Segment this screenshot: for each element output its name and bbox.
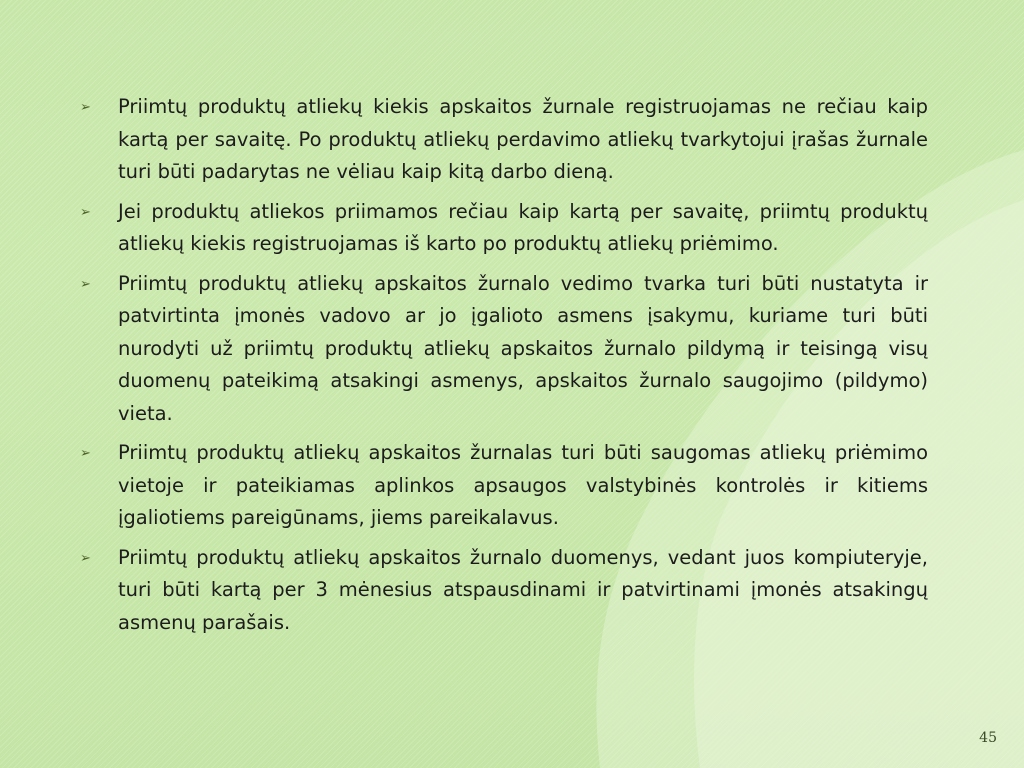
- bullet-text: Priimtų produktų atliekų apskaitos žurnalo duomenys, vedant juos kompiuteryje, turi būti kartą per 3 mėnesius atspausdinami ir patvirtinami įmonės atsakingų asmenų parašais.: [118, 545, 928, 634]
- arrow-bullet-icon: ➢: [80, 100, 91, 115]
- bullet-text: Priimtų produktų atliekų apskaitos žurnalo vedimo tvarka turi būti nustatyta ir patvirtinta įmonės vadovo ar jo įgalioto asmens įsakymu, kuriame turi būti nurodyti už priimtų produktų atliekų apskaitos žurnalo pildymą ir teisingą visų duomenų pateikimą atsakingi asmenys, apskaitos žurnalo saugojimo (pildymo) vieta.: [118, 271, 928, 425]
- arrow-bullet-icon: ➢: [80, 446, 91, 461]
- content-area: [80, 91, 928, 646]
- bullet-text: Jei produktų atliekos priimamos rečiau kaip kartą per savaitę, priimtų produktų atliekų kiekis registruojamas iš karto po produktų atliekų priėmimo.: [118, 199, 928, 255]
- page-number: 45: [979, 730, 997, 746]
- bullet-item: [80, 196, 928, 261]
- bullet-item: [80, 437, 928, 535]
- arrow-bullet-icon: ➢: [80, 204, 91, 220]
- arrow-bullet-icon: ➢: [80, 276, 91, 292]
- bullet-list: [80, 91, 928, 639]
- bullet-item: [80, 91, 928, 189]
- bullet-text: Priimtų produktų atliekų apskaitos žurnalas turi būti saugomas atliekų priėmimo vietoje ir pateikiamas aplinkos apsaugos valstybinės kontrolės ir kitiems įgaliotiems pareigūnams, jiems pareikalavus.: [118, 441, 928, 529]
- arrow-bullet-icon: ➢: [80, 550, 91, 566]
- bullet-text: Priimtų produktų atliekų kiekis apskaitos žurnale registruojamas ne rečiau kaip kartą per savaitę. Po produktų atliekų perdavimo atliekų tvarkytojui įrašas žurnale turi būti padarytas ne vėliau kaip kitą darbo dieną.: [118, 95, 928, 183]
- bullet-item: [80, 542, 928, 640]
- bullet-item: [80, 268, 928, 431]
